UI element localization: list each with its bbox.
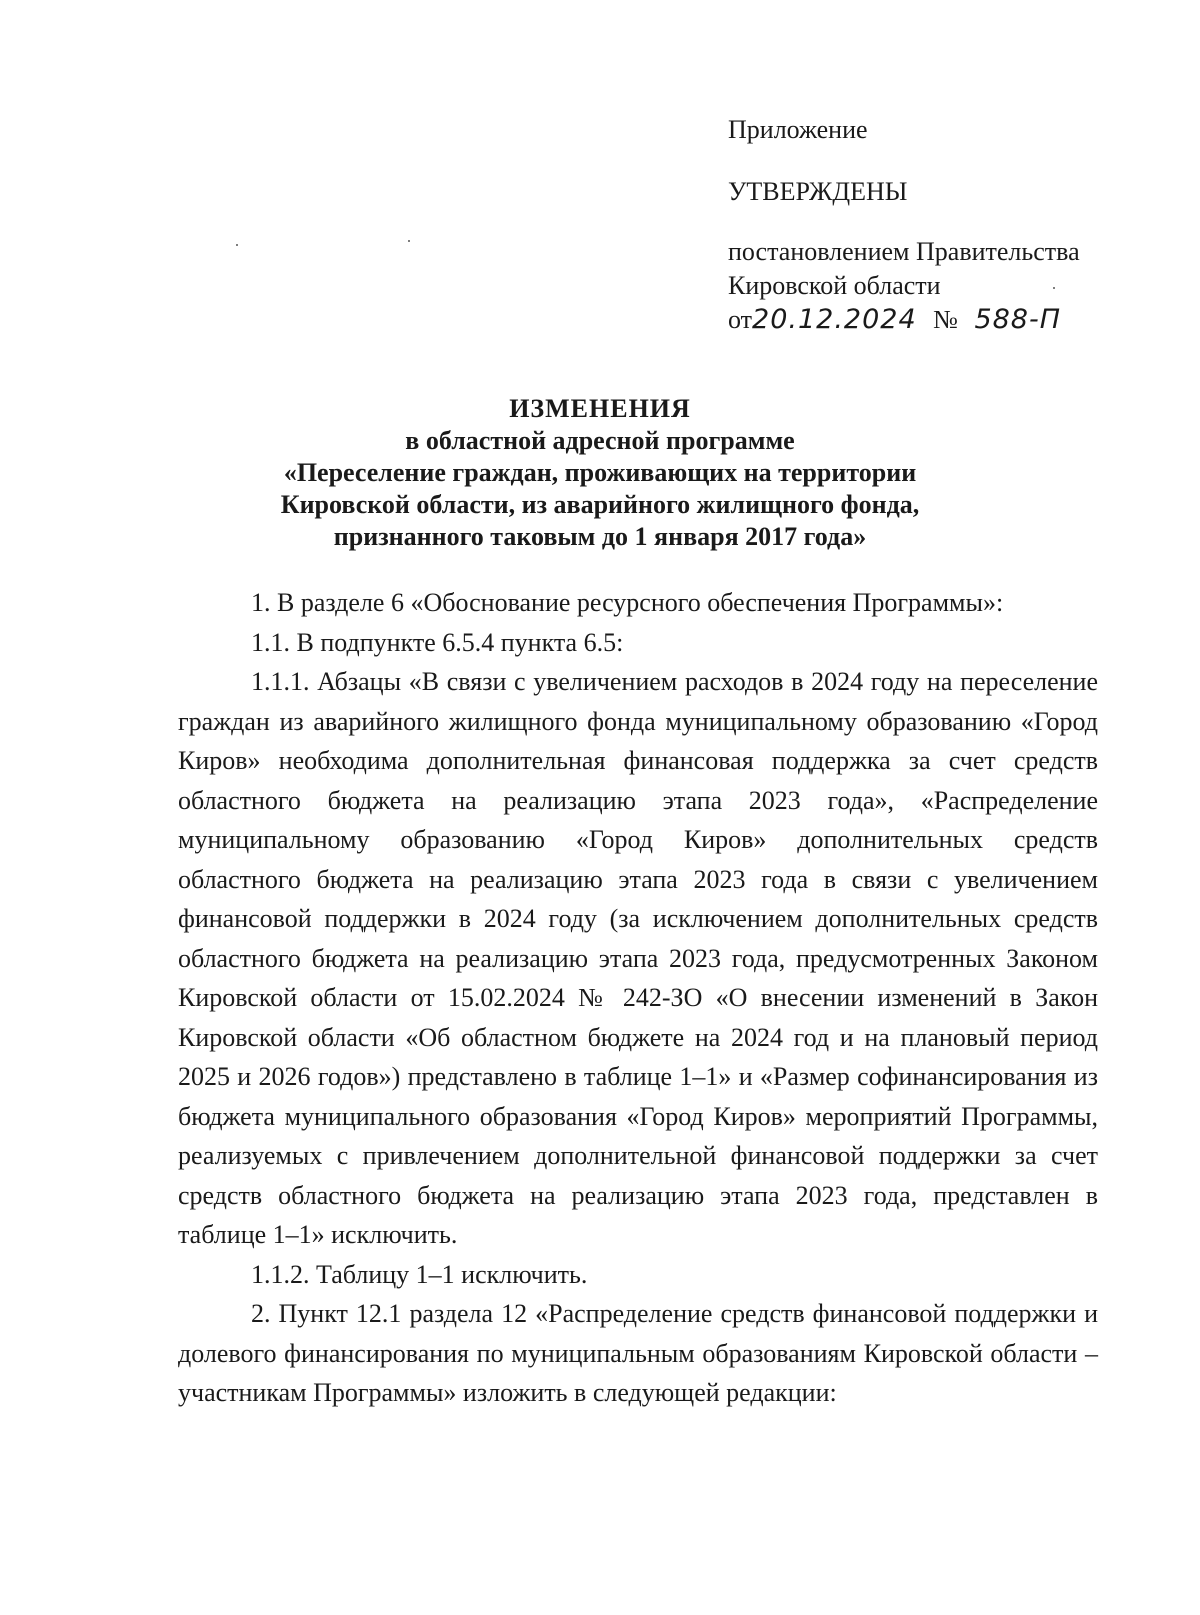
document-title [160, 393, 1040, 553]
paragraph-1-1-1: 1.1.1. Абзацы «В связи с увеличением расходов в 2024 году на переселение граждан из аварийного жилищного фонда муниципальному образованию «Город Киров» необходима дополнительная финансовая поддержка за счет средств областного бюджета на реализацию этапа 2023 года», «Распределение муниципальному образованию «Город Киров» дополнительных средств областного бюджета на реализацию этапа 2023 года в связи с увеличением финансовой поддержки в 2024 году (за исключением дополнительных средств областного бюджета на реализацию этапа 2023 года, предусмотренных Законом Кировской области от 15.02.2024 № 242-ЗО «О внесении изменений в Закон Кировской области «Об областном бюджете на 2024 год и на плановый период 2025 и 2026 годов») представлено в таблице 1–1» и «Размер софинансирования из бюджета муниципального образования «Город Киров» мероприятий Программы, реализуемых с привлечением дополнительной финансовой поддержки за счет средств областного бюджета на реализацию этапа 2023 года, представлен в таблице 1–1» исключить. [178, 667, 1098, 1249]
document-body [178, 583, 1098, 1413]
approval-block [728, 235, 1168, 337]
resolution-date: 20.12.2024 [752, 304, 917, 335]
paragraph-1: 1. В разделе 6 «Обоснование ресурсного обеспечения Программы»: [251, 588, 1004, 617]
resolution-line-2: Кировской области [728, 271, 941, 300]
approved-label: УТВЕРЖДЕНЫ [728, 177, 908, 206]
resolution-line-1: постановлением Правительства [728, 237, 1080, 266]
paragraph-1-1-2: 1.1.2. Таблицу 1–1 исключить. [251, 1259, 588, 1289]
title-line-5: признанного таковым до 1 января 2017 года» [333, 522, 867, 551]
scan-speck [1053, 287, 1055, 289]
resolution-date-line [728, 303, 1168, 337]
scan-speck [408, 240, 410, 242]
title-line-2: в областной адресной программе [405, 426, 795, 455]
appendix-label: Приложение [728, 115, 868, 144]
title-line-4: Кировской области, из аварийного жилищного фонда, [280, 490, 920, 519]
scan-speck [236, 244, 238, 246]
paragraph-1-1: 1.1. В подпункте 6.5.4 пункта 6.5: [251, 627, 624, 657]
resolution-number: 588-П [974, 304, 1062, 335]
date-prefix: от [728, 305, 753, 334]
title-line-3: «Переселение граждан, проживающих на территории [283, 458, 917, 487]
number-sign: № [933, 305, 958, 334]
title-heading: ИЗМЕНЕНИЯ [509, 394, 691, 423]
paragraph-2: 2. Пункт 12.1 раздела 12 «Распределение средств финансовой поддержки и долевого финансирования по муниципальным образованиям Кировской области – участникам Программы» изложить в следующей редакции: [178, 1299, 1098, 1407]
